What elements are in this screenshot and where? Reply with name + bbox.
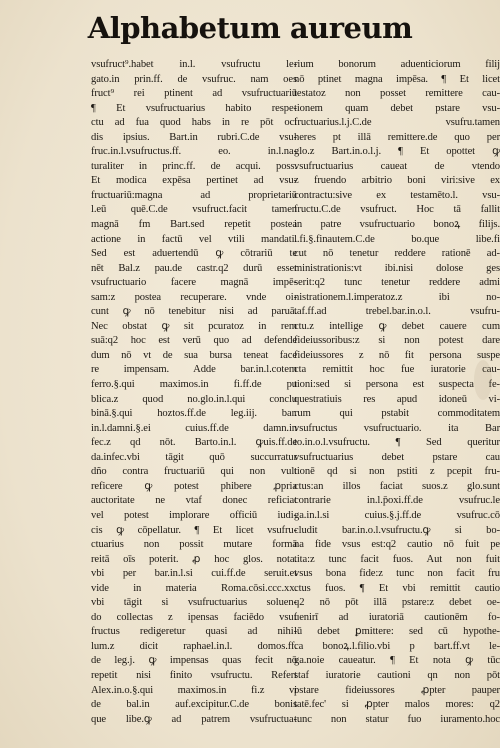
right-column-line: cut nō tenetur reddere rationē ad- — [294, 248, 500, 260]
right-column-line: serit:q2 tunc tenetur reddere admi — [294, 277, 500, 289]
left-column-line: lum.z dicit raphael.in.l. domos.ff. — [91, 640, 297, 652]
right-column-line: vsus bona fide:z tunc non facit fru — [294, 568, 500, 580]
left-column-line: Alex.in.o.§.qui maximos.in fi.z vi — [91, 684, 297, 696]
left-column-line: magnā fm Bart.sed repetit postea — [91, 219, 297, 231]
right-column-line: in patre vsufructuario bonoꝝ filijs. — [294, 219, 500, 231]
right-column-line: tunc non statur fuo iuramento.hoc — [294, 713, 500, 725]
left-column-line: reitā oīs poterit. ꝓ hoc glos. nota. — [91, 553, 297, 565]
left-column-line: de bal.in auf.excipitur.C.de bonis — [91, 699, 297, 711]
left-column-line: ctuarius non possit mutare formā — [91, 539, 297, 551]
left-column-line: de leg.j. ꝙ impensas quas fecit nō — [91, 655, 297, 667]
left-column-line: Nec obstat ꝙ sit pcuratoz in rem — [91, 320, 297, 332]
right-column-line: tionē qd si non pstiti z pcepit fru- — [294, 466, 500, 478]
right-column-line: tioni:sed si persona est suspecta fe- — [294, 379, 500, 391]
left-column-line: gato.in prin.ff. de vsufruc. nam oes — [91, 73, 297, 85]
left-column-line: vsufructuario facere magnā impē- — [91, 277, 297, 289]
left-column-line: blica.z quod no.glo.in.l.qui conclu — [91, 393, 297, 405]
right-column-line: fideiussoribus:z si non potest dare — [294, 335, 500, 347]
right-column-line: cludit bar.in.o.l.vsufructu.ꝙ si bo- — [294, 524, 500, 536]
right-column-line: testatoz non posset remittere cau- — [294, 88, 500, 100]
right-column-line: ministrationis:vt ibi.nisi dolose ges — [294, 262, 500, 274]
left-column-line: nēt Bal.z pau.de castr.q2 durū esset — [91, 262, 297, 274]
right-column-line: pstare fideiussores ꝓpter pauper — [294, 684, 500, 696]
right-column-line: ctus fuos. ¶ Et vbi remittit cautio — [294, 582, 500, 594]
left-column-line: auctoritate ne vtaf donec reficiat — [91, 495, 297, 507]
right-column-line: lū debet ꝑmittere: sed cū hypothe- — [294, 626, 500, 638]
left-column-line: da.infec.vbi tāgit quō succurratur — [91, 451, 297, 463]
right-column-line: questratiuis res apud idoneū vi- — [294, 393, 500, 405]
text-column-right — [294, 58, 500, 727]
right-column-line: tita:z tunc facit fuos. Aut non fuit — [294, 553, 500, 565]
right-column-line: rum qui pstabit commoditatem — [294, 408, 500, 420]
right-column-line: taf.ff.ad trebel.bar.in.o.l. vsufru- — [294, 306, 500, 318]
left-column-line: do collectas z ipensas faciēdo vsuf — [91, 611, 297, 623]
left-column-line: cunt ꝙ nō tenebitur nisi ad paruā. — [91, 306, 297, 318]
left-column-line: binā.§.qui hoztos.ff.de leg.iij. bar. — [91, 408, 297, 420]
right-column-line: nō ptinet magna impēsa. ¶ Et licet — [294, 73, 500, 85]
right-column-line: ga.in.l.si cuius.§.j.ff.de vsufruc.cō — [294, 509, 500, 521]
text-column-left — [91, 58, 297, 727]
right-column-line: rium bonorum aduenticiorum filij — [294, 59, 500, 70]
right-column-line: ga.noie caueatur. ¶ Et nota ꝙ tūc — [294, 655, 500, 667]
right-column-line: z fruendo arbitrio boni viri:sive ex — [294, 175, 500, 187]
right-column-line: fideiussores z nō fit persona suspe — [294, 349, 500, 361]
right-column-line: fructuarius.l.j.C.de vsufru.tamen — [294, 117, 500, 129]
right-column-line: ctu.z intellige ꝙ debet cauere cum — [294, 320, 500, 332]
running-header: Alphabetum aureum — [87, 11, 413, 45]
right-column-line: contrarie in.l.p̄oxi.ff.de vsufruc.le — [294, 495, 500, 507]
left-column-line: dis ipsius. Bart.in rubri.C.de vsu- — [91, 131, 297, 143]
right-column-line: uenirī ad iuratoriā cautionēm fo- — [294, 611, 500, 623]
left-column-line: repetit nisi finito vsufructu. Refert — [91, 669, 297, 681]
right-column-line: na fide vsus est:q2 cautio nō fuit pe — [294, 539, 500, 551]
left-column-line: dum nō vt de sua bursa teneat face — [91, 349, 297, 361]
right-column-line: cta remittit hoc fue iuratorie cau- — [294, 364, 500, 376]
right-column-line: to.in.o.l.vsufructu. ¶ Sed queritur — [294, 437, 500, 449]
left-column-line: dño contra fructuariū qui non vult — [91, 466, 297, 478]
left-column-line: vel potest implorare officiū iudi- — [91, 509, 297, 521]
right-column-line: tionem quam debet pstare vsu- — [294, 102, 500, 114]
left-column-line: Sed est aduertendū ꝙ cōtrariū te — [91, 248, 297, 260]
right-column-line: fructu.C.de vsufruct. Hoc tā fallit — [294, 204, 500, 216]
right-column-line: tatē.fec' si ꝓpter malos mores: q2 — [294, 699, 500, 711]
right-column-line: glo.z Bart.in.o.l.j. ¶ Et opottet ꝙ — [294, 146, 500, 158]
right-column-line: heres pt illā remittere.de quo per — [294, 131, 500, 143]
left-column-line: suā:q2 hoc est verū quo ad defende — [91, 335, 297, 347]
left-column-line: fructus redigeretur quasi ad nihi- — [91, 626, 297, 638]
left-column-line: turaliter in princ.ff. de acqui. poss. — [91, 160, 297, 172]
left-column-line: l.eū quē.C.de vsufruct.facit tamen — [91, 204, 297, 216]
left-column-line: sam:z postea recuperare. vnde oi- — [91, 291, 297, 303]
right-column-line: vsufructuarius debet pstare cau — [294, 451, 500, 463]
left-column-line: Et modica expēsa pertinet ad vsu- — [91, 175, 297, 187]
left-column-line: ctu ad fua quod habs in re pōt oci — [91, 117, 297, 129]
right-column-line: nistrationem.l.imperatoz.z ibi no- — [294, 291, 500, 303]
right-column-line: ca bonoꝝ.l.filio.vbi p bart.ff.vt le- — [294, 640, 500, 652]
left-column-line: cis ꝙ cōpellatur. ¶ Et licet vsufru- — [91, 524, 297, 536]
right-column-line: staf iuratorie cautioni qn non pōt — [294, 669, 500, 681]
left-column-line: actione in factū vel vtili mandati. — [91, 233, 297, 245]
left-column-line: fruc.in.l.vsufructus.ff. eo. in.l.na- — [91, 146, 297, 158]
left-column-line: fruct⁹ rei ptinent ad vsufructuariū — [91, 88, 297, 100]
right-column-line: vsufructus vsufructuario. ita Bar — [294, 422, 500, 434]
right-column-line: q2 nō pōt illā pstare:z debet oe- — [294, 597, 500, 609]
left-column-line: que libe.ꝙ ad patrem vsufructua- — [91, 713, 297, 725]
left-column-line: fructuariū:magna ad proprietariū — [91, 189, 297, 201]
left-column-line: vsufruct⁹.habet in.l. vsufructu le- — [91, 59, 297, 70]
left-column-line: re impensam. Adde bar.in.l.cotem — [91, 364, 297, 376]
left-column-line: vbi tāgit si vsufructuarius soluen- — [91, 597, 297, 609]
right-column-line: l.fi.§.finautem.C.de bo.que libe.fi — [294, 233, 500, 245]
left-column-line: ferro.§.qui maximos.in fi.ff.de pu — [91, 379, 297, 391]
left-column-line: reficere ꝙ potest phibere ꝓpria — [91, 480, 297, 492]
left-column-line: vide in materia Roma.cōsi.ccc.xx. — [91, 582, 297, 594]
left-column-line: ¶ Et vsufructuarius habito respe- — [91, 102, 297, 114]
left-column-line: in.l.damni.§.ei cuius.ff.de damn.in — [91, 422, 297, 434]
paper-stain — [474, 360, 492, 400]
left-column-line: fec.z qd nōt. Barto.in.l. ꝙuis.ff.de — [91, 437, 297, 449]
right-column-line: contractu:sive ex testamēto.l. vsu- — [294, 189, 500, 201]
left-column-line: vbi per bar.in.l.si cui.ff.de seruit.et — [91, 568, 297, 580]
right-column-line: vsufructuarius caueat de vtendo — [294, 160, 500, 172]
right-column-line: ctus:an illos faciat suos.z glo.sunt — [294, 480, 500, 492]
